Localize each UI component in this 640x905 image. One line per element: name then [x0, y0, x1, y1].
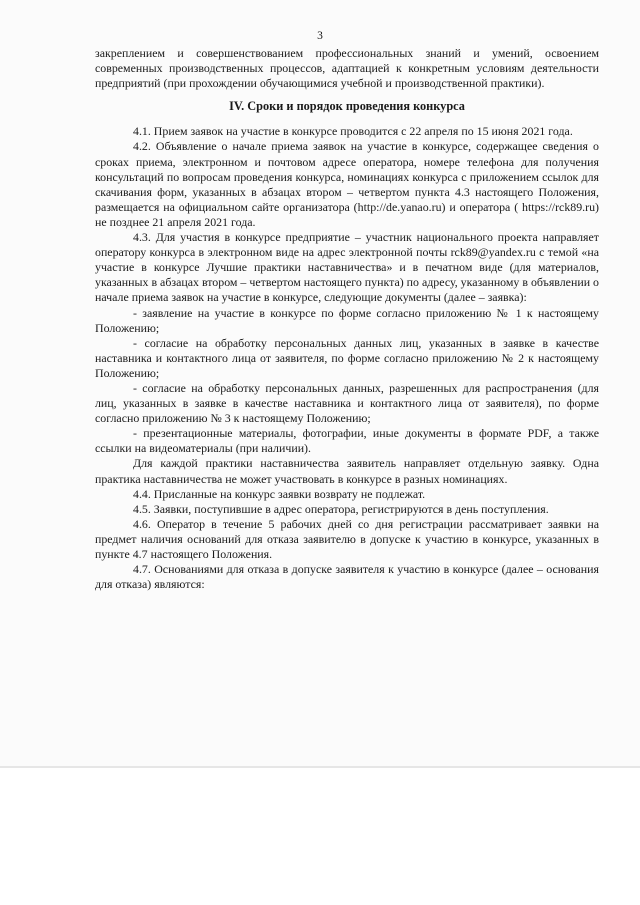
- paragraph-4-6: 4.6. Оператор в течение 5 рабочих дней со дня регистрации рассматривает заявки на предмет наличия оснований для отказа заявителю в допуске к участию в конкурсе, указанных в пункте 4.7 настоящего Положения.: [95, 516, 599, 561]
- list-item-application: - заявление на участие в конкурсе по форме согласно приложению № 1 к настоящему Положению;: [95, 305, 599, 335]
- intro-paragraph: закреплением и совершенствованием профессиональных знаний и умений, освоением современных производственных процессов, адаптацией к конкретным условиям деятельности предприятий (при прохождении обучающимися учебной и производственной практики).: [95, 46, 599, 91]
- page-number: 3: [317, 30, 323, 42]
- paragraph-separate-application: Для каждой практики наставничества заявитель направляет отдельную заявку. Одна практика наставничества не может участвовать в конкурсе в разных номинациях.: [95, 456, 599, 486]
- paragraph-4-1: 4.1. Прием заявок на участие в конкурсе проводится с 22 апреля по 15 июня 2021 года.: [133, 124, 573, 139]
- list-item-consent: - согласие на обработку персональных данных лиц, указанных в заявке в качестве наставника и контактного лица от заявителя, по форме согласно приложению № 2 к настоящему Положению;: [95, 335, 599, 380]
- paragraph-4-2: 4.2. Объявление о начале приема заявок на участие в конкурсе, содержащее сведения о сроках приема, электронном и почтовом адресе оператора, номере телефона для получения консультаций по вопросам проведения конкурса, номинациях конкурса с приложением ссылок для скачивания форм, указанных в абзацах втором – четвертом пункта 4.3 настоящего Положения, размещается на официальном сайте организатора (http://de.yanao.ru) и оператора ( https://rck89.ru) не позднее 21 апреля 2021 года.: [95, 139, 599, 229]
- document-body: [95, 46, 599, 592]
- paragraph-4-3: 4.3. Для участия в конкурсе предприятие – участник национального проекта направляет оператору конкурса в электронном виде на адрес электронной почты rck89@yandex.ru с темой «на участие в конкурсе Лучшие практики наставничества» и в печатном виде (для материалов, указанных в абзацах втором – четвертом настоящего пункта) по адресу, указанному в объявлении о начале приема заявок на участие в конкурсе, следующие документы (далее – заявка):: [95, 230, 599, 305]
- scan-margin: [0, 768, 640, 905]
- paragraph-4-7: 4.7. Основаниями для отказа в допуске заявителя к участию в конкурсе (далее – основания для отказа) являются:: [95, 562, 599, 592]
- list-item-consent-distribution: - согласие на обработку персональных данных, разрешенных для распространения (для лиц, указанных в заявке в качестве наставника и контактного лица от заявителя), по форме согласно приложению № 3 к настоящему Положению;: [95, 380, 599, 426]
- paragraph-4-4: 4.4. Присланные на конкурс заявки возврату не подлежат.: [133, 486, 426, 501]
- paragraph-4-5: 4.5. Заявки, поступившие в адрес оператора, регистрируются в день поступления.: [133, 501, 549, 516]
- list-item-presentation: - презентационные материалы, фотографии, иные документы в формате PDF, а также ссылки на видеоматериалы (при наличии).: [95, 426, 599, 456]
- section-title: IV. Сроки и порядок проведения конкурса: [229, 99, 465, 114]
